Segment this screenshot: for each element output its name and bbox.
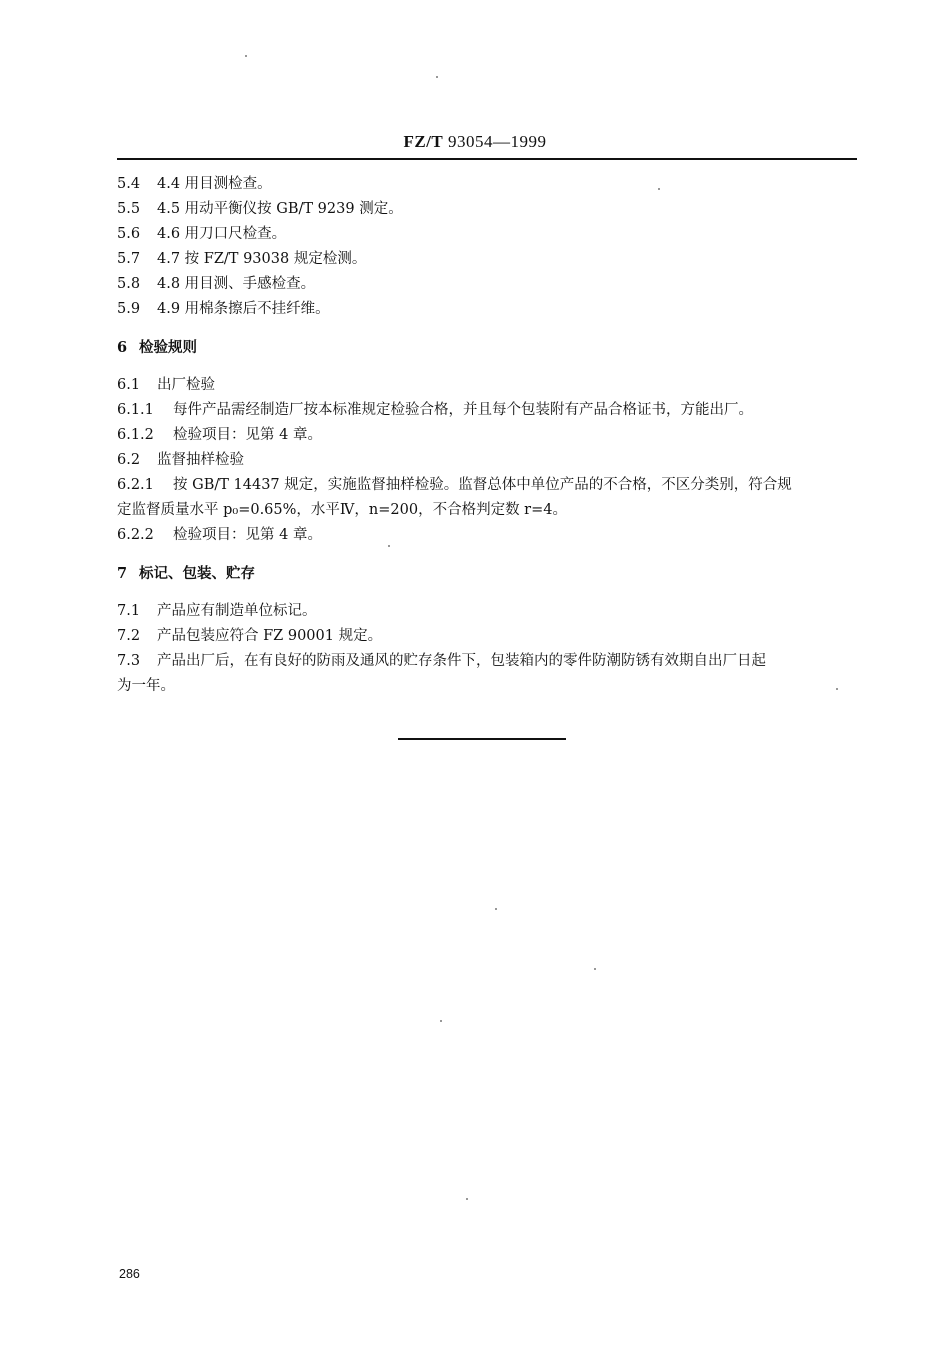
clause-7-2	[117, 624, 857, 649]
clause-number: 5.5	[117, 201, 141, 217]
section-7-heading	[117, 561, 857, 586]
clause-number: 5.4	[117, 176, 141, 192]
clause-6-2-1-cont	[117, 498, 857, 523]
clause-text: 出厂检验	[157, 377, 215, 393]
page-header	[0, 132, 950, 152]
clause-5-4	[117, 172, 857, 197]
clause-number: 6.1.1	[117, 402, 154, 418]
clause-6-2-2	[117, 523, 857, 548]
scan-speck	[836, 688, 838, 690]
scan-speck	[466, 1198, 468, 1200]
end-rule	[398, 738, 566, 740]
clause-number: 6.1	[117, 377, 141, 393]
clause-number: 6.1.2	[117, 427, 154, 443]
clause-text: 检验项目：见第 4 章。	[173, 527, 322, 543]
clause-5-7	[117, 247, 857, 272]
clause-text: 监督抽样检验	[157, 452, 244, 468]
clause-6-1-2	[117, 423, 857, 448]
clause-text: 产品包装应符合 FZ 90001 规定。	[157, 628, 383, 644]
page-number: 286	[119, 1267, 140, 1281]
scan-speck	[388, 545, 390, 547]
header-rule	[117, 158, 857, 160]
clause-text: 4.5 用动平衡仪按 GB/T 9239 测定。	[157, 201, 403, 217]
clause-number: 5.7	[117, 251, 141, 267]
clause-number: 7.2	[117, 628, 141, 644]
clause-text: 每件产品需经制造厂按本标准规定检验合格，并且每个包装附有产品合格证书，方能出厂。	[173, 402, 753, 418]
scan-speck	[495, 908, 497, 910]
clause-text: 产品出厂后，在有良好的防雨及通风的贮存条件下，包装箱内的零件防潮防锈有效期自出厂日起	[157, 653, 766, 669]
clause-5-5	[117, 197, 857, 222]
scan-speck	[594, 968, 596, 970]
clause-text: 按 GB/T 14437 规定，实施监督抽样检验。监督总体中单位产品的不合格，不区分类别，符合规	[173, 477, 792, 493]
clause-number: 6.2.2	[117, 527, 154, 543]
scan-speck	[245, 55, 247, 57]
clause-text: 4.6 用刀口尺检查。	[157, 226, 287, 242]
clause-number: 5.9	[117, 301, 141, 317]
standard-number: 93054—1999	[448, 132, 547, 151]
clause-text: 定监督质量水平 p₀=0.65%，水平Ⅳ，n=200，不合格判定数 r=4。	[117, 502, 567, 518]
section-title: 检验规则	[139, 339, 197, 356]
clause-text: 4.9 用棉条擦后不挂纤维。	[157, 301, 330, 317]
clause-text: 检验项目：见第 4 章。	[173, 427, 322, 443]
clause-text: 为一年。	[117, 678, 175, 694]
clause-7-3-cont	[117, 674, 857, 699]
clause-text: 4.4 用目测检查。	[157, 176, 272, 192]
clause-text: 4.8 用目测、手感检查。	[157, 276, 316, 292]
clause-number: 5.8	[117, 276, 141, 292]
clause-5-9	[117, 297, 857, 322]
standard-code: FZ/T	[403, 132, 444, 151]
clause-number: 5.6	[117, 226, 141, 242]
document-body	[117, 172, 857, 699]
clause-6-2-1	[117, 473, 857, 498]
clause-number: 7.1	[117, 603, 141, 619]
clause-6-1	[117, 373, 857, 398]
clause-7-1	[117, 599, 857, 624]
section-title: 标记、包装、贮存	[139, 565, 255, 582]
clause-6-2	[117, 448, 857, 473]
clause-7-3	[117, 649, 857, 674]
clause-text: 4.7 按 FZ/T 93038 规定检测。	[157, 251, 367, 267]
clause-number: 7.3	[117, 653, 141, 669]
clause-number: 6.2	[117, 452, 141, 468]
clause-5-8	[117, 272, 857, 297]
scan-speck	[658, 188, 660, 190]
clause-number: 6.2.1	[117, 477, 154, 493]
clause-6-1-1	[117, 398, 857, 423]
scan-speck	[440, 1020, 442, 1022]
clause-text: 产品应有制造单位标记。	[157, 603, 317, 619]
clause-5-6	[117, 222, 857, 247]
section-number: 7	[117, 565, 128, 582]
section-6-heading	[117, 335, 857, 360]
scan-speck	[436, 76, 438, 78]
section-number: 6	[117, 339, 128, 356]
